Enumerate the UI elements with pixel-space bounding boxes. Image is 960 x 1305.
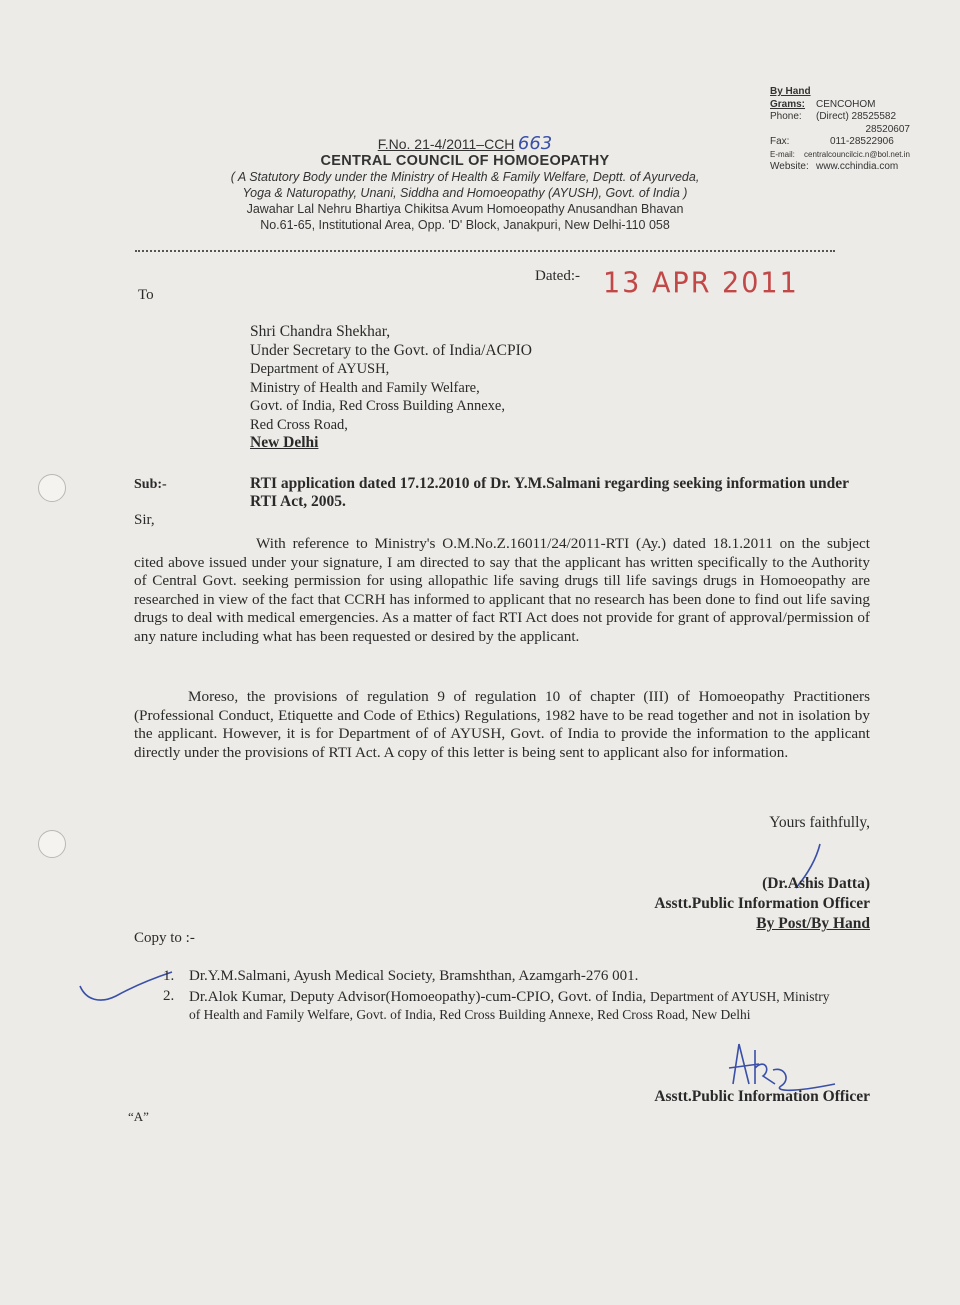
fax-value: 011-28522906 (830, 136, 894, 147)
copy-item-text: Dr.Y.M.Salmani, Ayush Medical Society, Bramshthan, Azamgarh-276 001. (189, 968, 639, 984)
addressee-designation: Under Secretary to the Govt. of India/ACPIO (250, 341, 532, 359)
letterhead (135, 133, 795, 233)
copy-item-number: 2. (163, 988, 175, 1004)
addressee-name: Shri Chandra Shekhar, (250, 323, 391, 340)
subject-text: RTI application dated 17.12.2010 of Dr. Y.M.Salmani regarding seeking information under RTI Act, 2005. (250, 475, 849, 510)
addressee-block (250, 323, 532, 453)
annexure-mark: “A” (128, 1109, 149, 1124)
copy-item-text: Dr.Alok Kumar, Deputy Advisor(Homoeopathy)-cum-CPIO, Govt. of India, (189, 989, 647, 1005)
council-address-2: No.61-65, Institutional Area, Opp. 'D' Block, Janakpuri, New Delhi-110 058 (260, 218, 670, 232)
addressee-line: Ministry of Health and Family Welfare, (250, 379, 480, 396)
dated-label: Dated:- (535, 268, 580, 284)
to-label: To (138, 287, 154, 303)
addressee-line: Red Cross Road, (250, 416, 348, 433)
punch-hole-top (38, 474, 66, 502)
addressee-city: New Delhi (250, 434, 319, 451)
council-name: CENTRAL COUNCIL OF HOMOEOPATHY (320, 153, 610, 169)
initials-signature (725, 1040, 840, 1095)
copy-item-text-detail: Department of AYUSH, Ministry of Health and Family Welfare, Govt. of India, Red Cross Building Annexe, Red Cross Road, New Delhi (189, 989, 830, 1022)
statutory-line-2: Yoga & Naturopathy, Unani, Siddha and Homoeopathy (AYUSH), Govt. of India ) (242, 186, 688, 200)
signatory-name: (Dr.Ashis Datta) (762, 875, 870, 892)
email-value: centralcouncilcic.n@bol.net.in (804, 149, 910, 159)
copy-list (163, 968, 833, 1027)
handwritten-tick (76, 968, 176, 1018)
body-paragraph-1: With reference to Ministry's O.M.No.Z.16011/24/2011-RTI (Ay.) dated 18.1.2011 on the subject cited above issued under your signature, I am directed to say that the applicant has written specifically to the Authority of Central Govt. seeking permission for using allopathic life saving drugs till life savings drugs in Homoeopathy are researched in view of the fact that CCRH has informed to applicant that no research has been done to find out life saving drugs to deal with medical emergencies. As a matter of fact RTI Act does not provide for grant of approval/permission of any nature including what has been requested or desired by the applicant. (134, 535, 870, 645)
copy-list-item (163, 988, 833, 1024)
by-hand-label: By Hand (770, 86, 811, 97)
file-number: F.No. 21-4/2011–CCH (377, 136, 515, 152)
phone-value-2: 28520607 (865, 123, 910, 135)
statutory-line-1: ( A Statutory Body under the Ministry of Health & Family Welfare, Deptt. of Ayurveda, (230, 170, 700, 184)
header-divider (135, 250, 835, 252)
closing: Yours faithfully, (769, 814, 870, 831)
signatory-title: Asstt.Public Information Officer (654, 895, 870, 912)
grams-value: CENCOHOM (816, 98, 876, 110)
body-paragraph-2: Moreso, the provisions of regulation 9 of regulation 10 of chapter (III) of Homoeopathy Practitioners (Professional Conduct, Etiquette and Code of Ethics) Regulations, 1982 have to be read together and not in isolation by the applicant. However, it is for Department of of AYUSH, Govt. of India to provide the information to the applicant directly under the provisions of RTI Act. A copy of this letter is being sent to applicant also for information. (134, 688, 870, 761)
addressee-line: Govt. of India, Red Cross Building Annexe, (250, 398, 505, 414)
copy-item-number: 1. (163, 968, 175, 984)
copy-list-item (163, 968, 833, 985)
phone-value: (Direct) 28525582 (816, 111, 897, 122)
email-label: E-mail: (770, 149, 795, 159)
signatory-block (654, 874, 870, 934)
phone-label: Phone: (770, 111, 802, 122)
addressee-line: Department of AYUSH, (250, 361, 390, 377)
grams-label: Grams: (770, 98, 806, 110)
date-stamp: 13 APR 2011 (603, 267, 799, 300)
website-label: Website: (770, 161, 809, 172)
subject-label: Sub:- (134, 477, 167, 492)
website-value: www.cchindia.com (816, 161, 899, 172)
salutation: Sir, (134, 512, 155, 528)
punch-hole-bottom (38, 830, 66, 858)
copy-to-label: Copy to :- (134, 930, 195, 946)
council-address-1: Jawahar Lal Nehru Bhartiya Chikitsa Avum Homoeopathy Anusandhan Bhavan (246, 202, 684, 216)
file-number-handwritten: 663 (517, 133, 553, 154)
fax-label: Fax: (770, 136, 790, 147)
delivery-mode: By Post/By Hand (756, 915, 870, 932)
footer-signatory: Asstt.Public Information Officer (654, 1088, 870, 1105)
